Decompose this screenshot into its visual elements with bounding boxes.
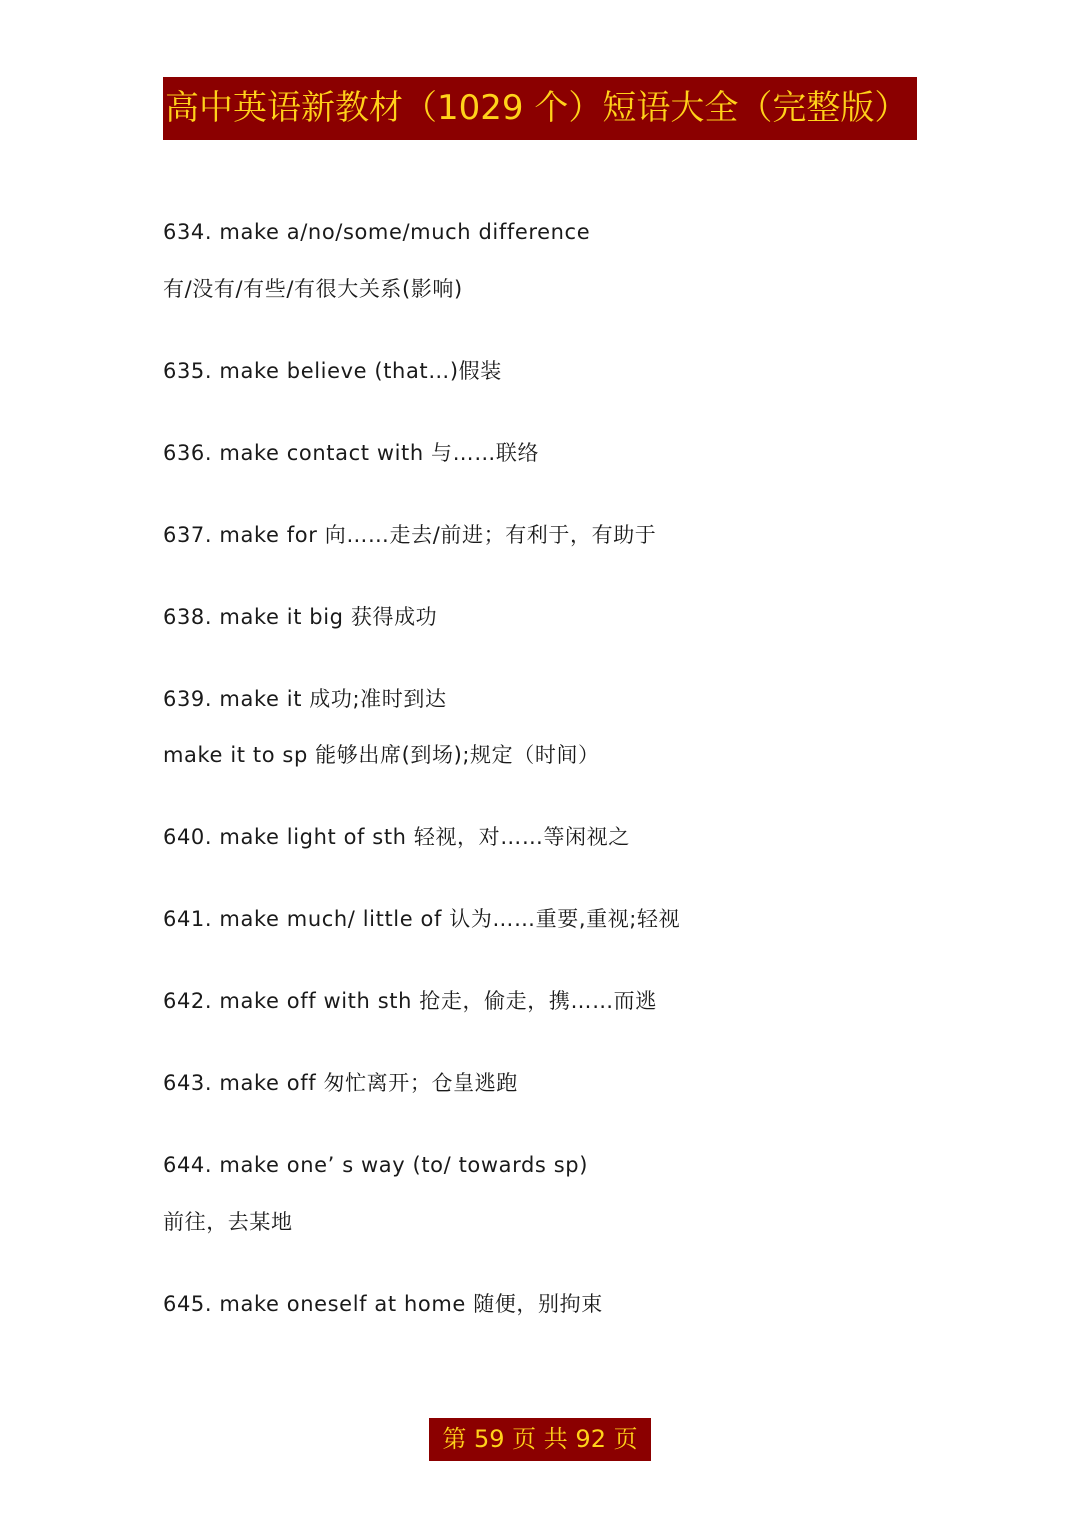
- phrase-entry-645: 645. make oneself at home 随便，别拘束: [163, 1292, 603, 1316]
- phrase-entry-635: 635. make believe (that…)假装: [163, 359, 502, 383]
- page-title: 高中英语新教材（1029 个）短语大全（完整版）: [163, 77, 917, 140]
- phrase-entry-641: 641. make much/ little of 认为……重要,重视;轻视: [163, 907, 681, 931]
- phrase-entry-644: 644. make one’ s way (to/ towards sp): [163, 1153, 588, 1177]
- phrase-entry-634: 634. make a/no/some/much difference: [163, 220, 591, 244]
- phrase-meaning-644: 前往，去某地: [163, 1210, 293, 1234]
- phrase-entry-639b: make it to sp 能够出席(到场);规定（时间）: [163, 743, 600, 767]
- phrase-entry-637: 637. make for 向……走去/前进；有利于，有助于: [163, 523, 657, 547]
- phrase-meaning-634: 有/没有/有些/有很大关系(影响): [163, 277, 463, 301]
- phrase-entry-636: 636. make contact with 与……联络: [163, 441, 540, 465]
- page-number-footer: 第 59 页 共 92 页: [429, 1418, 651, 1461]
- phrase-entry-638: 638. make it big 获得成功: [163, 605, 438, 629]
- phrase-entry-640: 640. make light of sth 轻视，对……等闲视之: [163, 825, 630, 849]
- phrase-entry-639: 639. make it 成功;准时到达: [163, 687, 447, 711]
- phrase-entry-643: 643. make off 匆忙离开；仓皇逃跑: [163, 1071, 518, 1095]
- phrase-entry-642: 642. make off with sth 抢走，偷走，携……而逃: [163, 989, 657, 1013]
